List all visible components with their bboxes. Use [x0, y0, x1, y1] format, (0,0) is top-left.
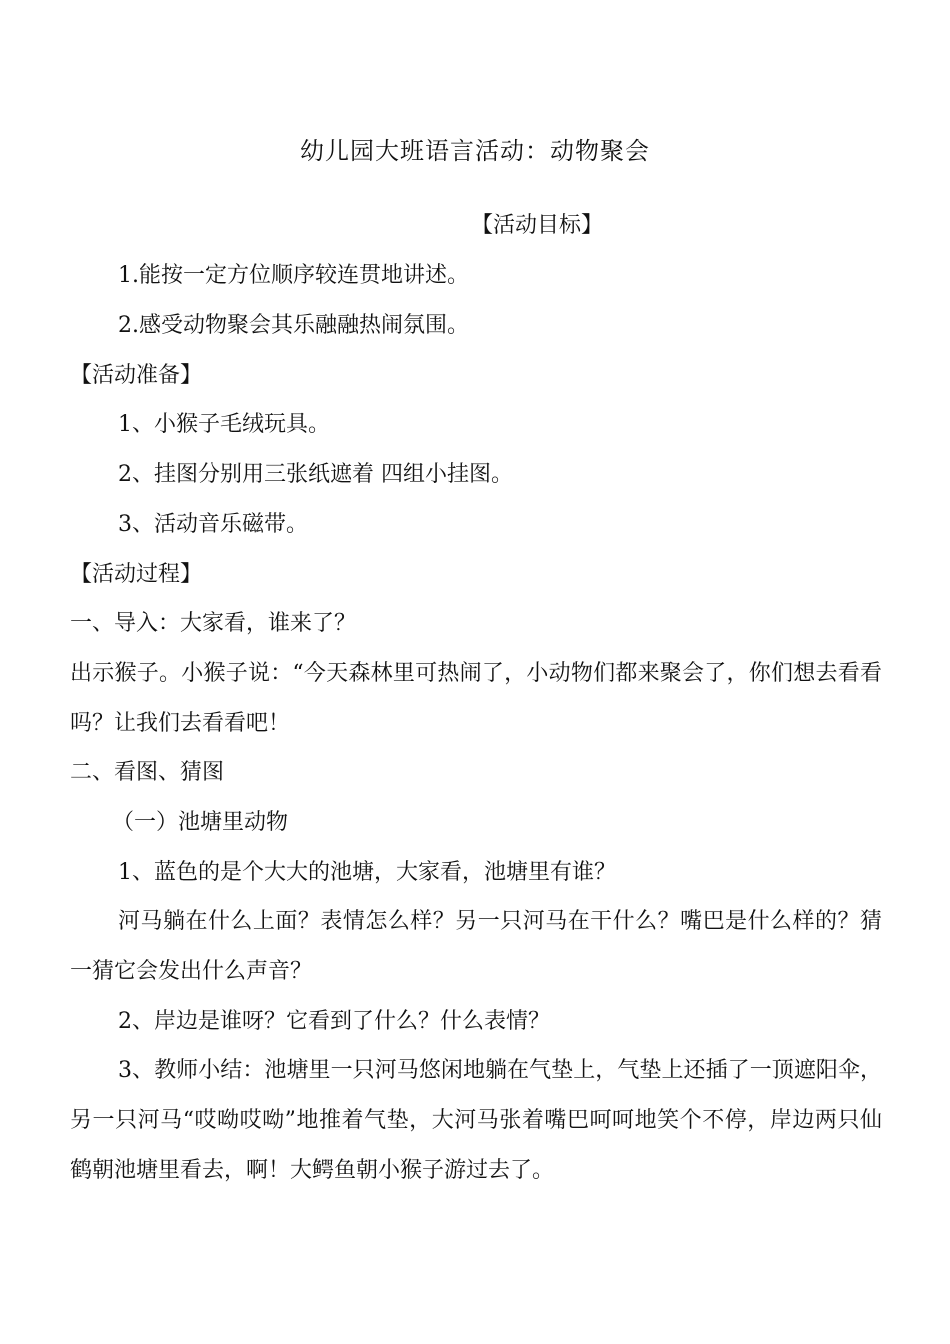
step-2-heading: 二、看图、猜图: [70, 760, 225, 785]
sub-1-question-2: 2、岸边是谁呀？它看到了什么？什么表情？: [118, 1009, 550, 1034]
goals-heading: 【活动目标】: [471, 213, 604, 238]
sub-1-question-1: 1、蓝色的是个大大的池塘，大家看，池塘里有谁？: [118, 860, 616, 885]
sub-1-heading: （一）池塘里动物: [112, 810, 289, 835]
prep-item-1: 1、小猴子毛绒玩具。: [118, 412, 330, 437]
process-heading: 【活动过程】: [70, 562, 203, 587]
sub-1-question-1-detail: 河马躺在什么上面？表情怎么样？另一只河马在干什么？嘴巴是什么样的？猜一猜它会发出什么声音？: [70, 909, 882, 984]
document-title: 幼儿园大班语言活动：动物聚会: [300, 137, 650, 165]
prep-item-2: 2、挂图分别用三张纸遮着 四组小挂图。: [118, 462, 513, 487]
goal-item-2: 2.感受动物聚会其乐融融热闹氛围。: [118, 313, 469, 338]
sub-1-summary: 3、教师小结：池塘里一只河马悠闲地躺在气垫上，气垫上还插了一顶遮阳伞，另一只河马“哎呦哎呦”地推着气垫，大河马张着嘴巴呵呵地笑个不停，岸边两只仙鹤朝池塘里看去，啊！大鳄鱼朝小猴子游过去了。: [70, 1058, 882, 1183]
prep-item-3: 3、活动音乐磁带。: [118, 512, 308, 537]
step-1-paragraph: 出示猴子。小猴子说：“今天森林里可热闹了，小动物们都来聚会了，你们想去看看吗？让我们去看看吧！: [70, 661, 882, 736]
goal-item-1: 1.能按一定方位顺序较连贯地讲述。: [118, 263, 469, 288]
prep-heading: 【活动准备】: [70, 363, 203, 388]
step-1-heading: 一、导入：大家看，谁来了？: [70, 611, 357, 636]
